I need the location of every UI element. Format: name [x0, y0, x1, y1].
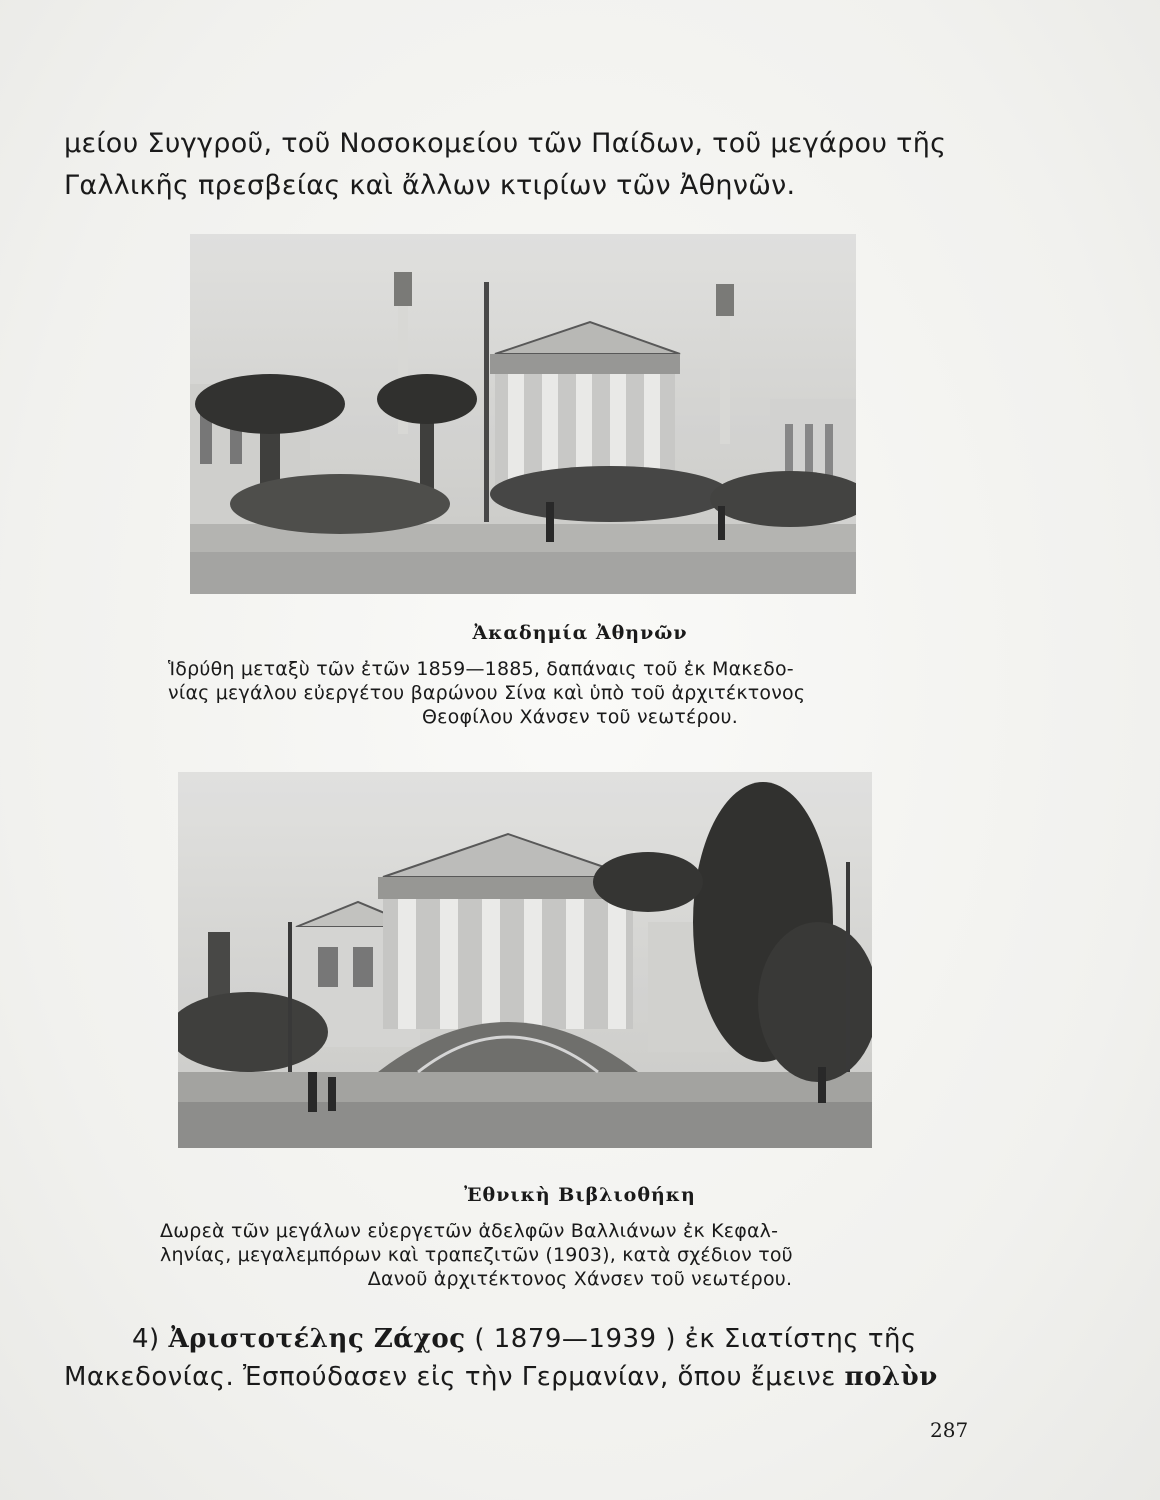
- caption-academy-line-2: νίας μεγάλου εὐεργέτου βαρώνου Σίνα καὶ ὑπὸ τοῦ ἀρχιτέκτονος: [168, 682, 806, 704]
- person-name: Ἀριστοτέλης Ζάχος: [168, 1324, 466, 1354]
- paragraph-line-2: [64, 1362, 938, 1392]
- photo-national-library: [178, 772, 872, 1148]
- text-line-1: μείου Συγγροῦ, τοῦ Νοσοκομείου τῶν Παίδων, τοῦ μεγάρου τῆς: [64, 128, 947, 159]
- caption-title-library: Ἐθνικὴ Βιβλιοθήκη: [464, 1184, 696, 1206]
- paragraph-number: 4): [132, 1324, 160, 1354]
- paragraph-line-2-start: Μακεδονίας. Ἐσπούδασεν εἰς τὴν Γερμανίαν, ὅπου ἔμεινε: [64, 1362, 836, 1392]
- caption-library-line-1: Δωρεὰ τῶν μεγάλων εὐεργετῶν ἀδελφῶν Βαλλιάνων ἐκ Κεφαλ-: [160, 1220, 779, 1242]
- paragraph-line-1: [132, 1324, 917, 1354]
- caption-academy-line-3: Θεοφίλου Χάνσεν τοῦ νεωτέρου.: [422, 706, 738, 728]
- page-number: 287: [930, 1418, 969, 1442]
- text-line-2: Γαλλικῆς πρεσβείας καὶ ἄλλων κτιρίων τῶν Ἀθηνῶν.: [64, 170, 796, 201]
- photo-academy-of-athens: [190, 234, 856, 594]
- paragraph-line-1-rest: ( 1879—1939 ) ἐκ Σιατίστης τῆς: [474, 1324, 917, 1354]
- caption-library-line-2: ληνίας, μεγαλεμπόρων καὶ τραπεζιτῶν (1903), κατὰ σχέδιον τοῦ: [160, 1244, 793, 1266]
- paragraph-line-2-bold: πολὺν: [844, 1362, 938, 1392]
- caption-title-academy: Ἀκαδημία Ἀθηνῶν: [472, 622, 688, 644]
- caption-library-line-3: Δανοῦ ἀρχιτέκτονος Χάνσεν τοῦ νεωτέρου.: [367, 1268, 793, 1290]
- caption-academy-line-1: Ἱδρύθη μεταξὺ τῶν ἐτῶν 1859—1885, δαπάναις τοῦ ἐκ Μακεδο-: [168, 658, 794, 680]
